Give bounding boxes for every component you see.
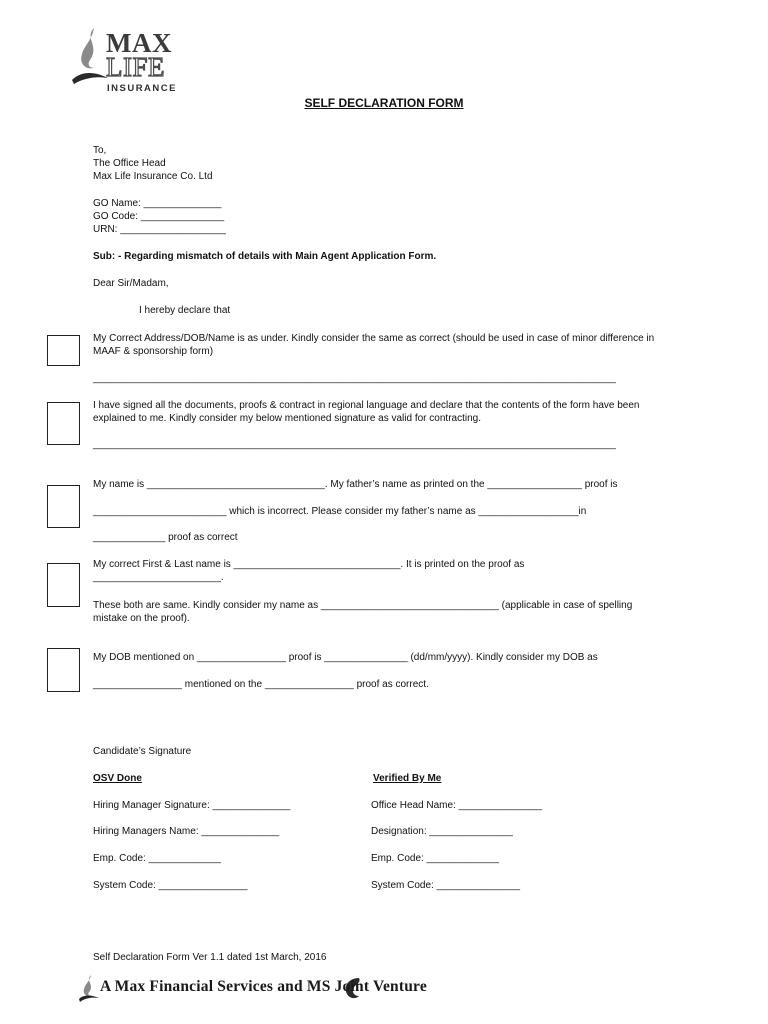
section-3-line-2: ________________________ which is incorrect. Please consider my father’s name as __________________in [93,506,587,517]
checkbox-first-last-name[interactable] [47,563,80,607]
section-3-line-3: _____________ proof as correct [93,532,238,543]
declaration-intro: I hereby declare that [139,305,231,316]
max-flame-icon [78,974,100,1002]
logo-text-insurance: INSURANCE [107,83,177,94]
subject-line: Sub: - Regarding mismatch of details with Main Agent Application Form. [93,251,437,262]
verified-system-code-field[interactable]: System Code: _______________ [371,880,521,891]
verified-emp-code-field[interactable]: Emp. Code: _____________ [371,853,499,864]
max-life-logo [70,26,190,96]
section-4-line-1: My correct First & Last name is ______________________________. It is printed on the proof as [93,559,525,570]
checkbox-regional-signature[interactable] [47,402,80,445]
logo-text-max: MAX [106,28,172,58]
section-1-fill-line[interactable]: ______________________________________________________________________________________________ [93,373,616,384]
flame-icon [70,26,110,86]
hiring-manager-signature-field[interactable]: Hiring Manager Signature: ______________ [93,800,291,811]
hiring-managers-name-field[interactable]: Hiring Managers Name: ______________ [93,826,280,837]
go-code-field[interactable]: GO Code: _______________ [93,211,225,222]
checkbox-dob[interactable] [47,648,80,692]
go-name-field[interactable]: GO Name: ______________ [93,198,222,209]
footer-tagline [78,972,538,1004]
verified-by-me-heading: Verified By Me [373,773,442,784]
section-3-line-1: My name is ________________________________. My father’s name as printed on the _________________ proof is [93,479,618,490]
form-title: SELF DECLARATION FORM [304,96,464,110]
section-5-line-2: ________________ mentioned on the ________________ proof as correct. [93,679,429,690]
address-to: To, [93,145,107,156]
section-4-line-3: These both are same. Kindly consider my name as ________________________________ (applicable in case of spelling mistake on the proof). [93,600,633,624]
address-line-1: The Office Head [93,158,166,169]
candidate-signature-label: Candidate’s Signature [93,746,192,757]
form-version: Self Declaration Form Ver 1.1 dated 1st March, 2016 [93,952,327,963]
salutation: Dear Sir/Madam, [93,278,169,289]
office-head-name-field[interactable]: Office Head Name: _______________ [371,800,543,811]
section-4-line-2: _______________________. [93,572,224,583]
osv-done-heading: OSV Done [93,773,142,784]
designation-field[interactable]: Designation: _______________ [371,826,513,837]
urn-field[interactable]: URN: ___________________ [93,224,226,235]
checkbox-address-dob-name[interactable] [47,335,80,366]
address-line-2: Max Life Insurance Co. Ltd [93,171,213,182]
footer-text: A Max Financial Services and MS Joint Venture [100,978,427,995]
section-2-text: I have signed all the documents, proofs & contract in regional language and declare that the contents of the form have been explained to me. Kindly consider my below mentioned signature as valid for contracting. [93,400,640,424]
osv-system-code-field[interactable]: System Code: ________________ [93,880,248,891]
section-1-text: My Correct Address/DOB/Name is as under. Kindly consider the same as correct (should be used in case of minor difference in MAAF & sponsorship form) [93,333,655,357]
osv-emp-code-field[interactable]: Emp. Code: _____________ [93,853,221,864]
logo-text-life: LIFE [106,52,165,82]
section-2-fill-line[interactable]: ______________________________________________________________________________________________ [93,439,616,450]
checkbox-father-name[interactable] [47,485,80,528]
section-5-line-1: My DOB mentioned on ________________ proof is _______________ (dd/mm/yyyy). Kindly consider my DOB as [93,652,598,663]
